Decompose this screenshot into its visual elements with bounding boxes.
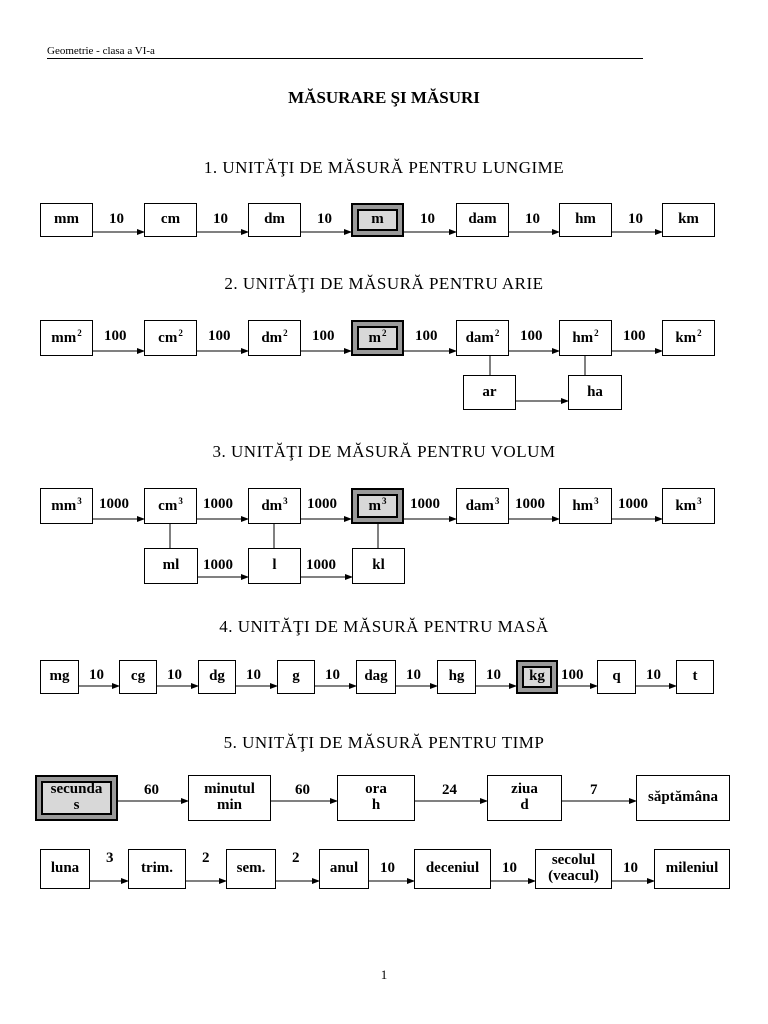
unit-box-mm-2: $mm^2$ [40,320,93,356]
section-heading-volume: 3. UNITĂŢI DE MĂSURĂ PENTRU VOLUM [212,442,556,461]
unit-box-dm-2: $dm^2$ [248,320,301,356]
factor-label: 1000 [203,557,233,573]
unit-box-m-2: $m^2$ [351,320,404,356]
unit-box-l: l [248,548,301,584]
factor-label: 10 [420,211,435,227]
unit-box-dm: dm [248,203,301,237]
time-box-săptămâna: săptămâna [636,775,730,821]
factor-label: 10 [317,211,332,227]
unit-box-hm-3: $hm^3$ [559,488,612,524]
unit-box-dam: dam [456,203,509,237]
factor-label: 7 [590,782,598,798]
factor-label: 100 [104,328,127,344]
factor-label: 3 [106,850,114,866]
unit-box-ar: ar [463,375,516,410]
unit-box-cg: cg [119,660,157,694]
unit-box-mm: mm [40,203,93,237]
unit-box-ha: ha [568,375,622,410]
factor-label: 10 [628,211,643,227]
time-box-mileniul: mileniul [654,849,730,889]
time-box-luna: luna [40,849,90,889]
factor-label: 60 [295,782,310,798]
unit-box-kg: kg [516,660,558,694]
factor-label: 100 [312,328,335,344]
factor-label: 10 [646,667,661,683]
page-title: MĂSURARE ŞI MĂSURI [288,88,480,107]
unit-box-cm-2: $cm^2$ [144,320,197,356]
unit-box-hm: hm [559,203,612,237]
factor-label: 10 [89,667,104,683]
time-box-deceniul: deceniul [414,849,491,889]
unit-box-dam-3: dam$^3$ [456,488,509,524]
page-header: Geometrie - clasa a VI-a [47,45,643,59]
factor-label: 1000 [515,496,545,512]
factor-label: 1000 [203,496,233,512]
factor-label: 100 [208,328,231,344]
unit-box-g: g [277,660,315,694]
factor-label: 10 [109,211,124,227]
factor-label: 24 [442,782,457,798]
time-box-secolul: secolul (veacul) [535,849,612,889]
section-heading-area: 2. UNITĂŢI DE MĂSURĂ PENTRU ARIE [224,274,544,293]
factor-label: 1000 [410,496,440,512]
time-box-anul: anul [319,849,369,889]
unit-box-t: t [676,660,714,694]
time-box-sem: sem. [226,849,276,889]
section-heading-time: 5. UNITĂŢI DE MĂSURĂ PENTRU TIMP [223,733,545,752]
unit-box-km-2: $km^2$ [662,320,715,356]
unit-box-kl: kl [352,548,405,584]
factor-label: 10 [502,860,517,876]
factor-label: 10 [486,667,501,683]
factor-label: 100 [623,328,646,344]
factor-label: 10 [623,860,638,876]
unit-box-dag: dag [356,660,396,694]
unit-box-m: m [351,203,404,237]
section-heading-length: 1. UNITĂŢI DE MĂSURĂ PENTRU LUNGIME [203,158,565,177]
factor-label: 2 [202,850,210,866]
unit-box-ml: ml [144,548,198,584]
time-box-ziua: ziua d [487,775,562,821]
factor-label: 10 [380,860,395,876]
factor-label: 10 [325,667,340,683]
factor-label: 1000 [618,496,648,512]
section-heading-mass: 4. UNITĂŢI DE MĂSURĂ PENTRU MASĂ [219,617,549,636]
factor-label: 100 [561,667,584,683]
factor-label: 1000 [306,557,336,573]
factor-label: 10 [525,211,540,227]
unit-box-km: km [662,203,715,237]
unit-box-dam-2: dam$^2$ [456,320,509,356]
unit-box-dm-3: $dm^3$ [248,488,301,524]
unit-box-mm-3: $mm^3$ [40,488,93,524]
time-box-trim: trim. [128,849,186,889]
factor-label: 1000 [99,496,129,512]
factor-label: 60 [144,782,159,798]
time-box-minutul: minutul min [188,775,271,821]
factor-label: 10 [167,667,182,683]
unit-box-hg: hg [437,660,476,694]
unit-box-m-3: $m^3$ [351,488,404,524]
factor-label: 1000 [307,496,337,512]
unit-box-cm: cm [144,203,197,237]
unit-box-q: q [597,660,636,694]
unit-box-cm-3: $cm^3$ [144,488,197,524]
time-box-ora: ora h [337,775,415,821]
factor-label: 10 [246,667,261,683]
factor-label: 100 [520,328,543,344]
unit-box-hm-2: $hm^2$ [559,320,612,356]
factor-label: 10 [406,667,421,683]
factor-label: 100 [415,328,438,344]
unit-box-dg: dg [198,660,236,694]
unit-box-mg: mg [40,660,79,694]
page-number: 1 [380,967,388,982]
unit-box-km-3: $km^3$ [662,488,715,524]
factor-label: 2 [292,850,300,866]
factor-label: 10 [213,211,228,227]
time-box-secunda: secunda s [35,775,118,821]
